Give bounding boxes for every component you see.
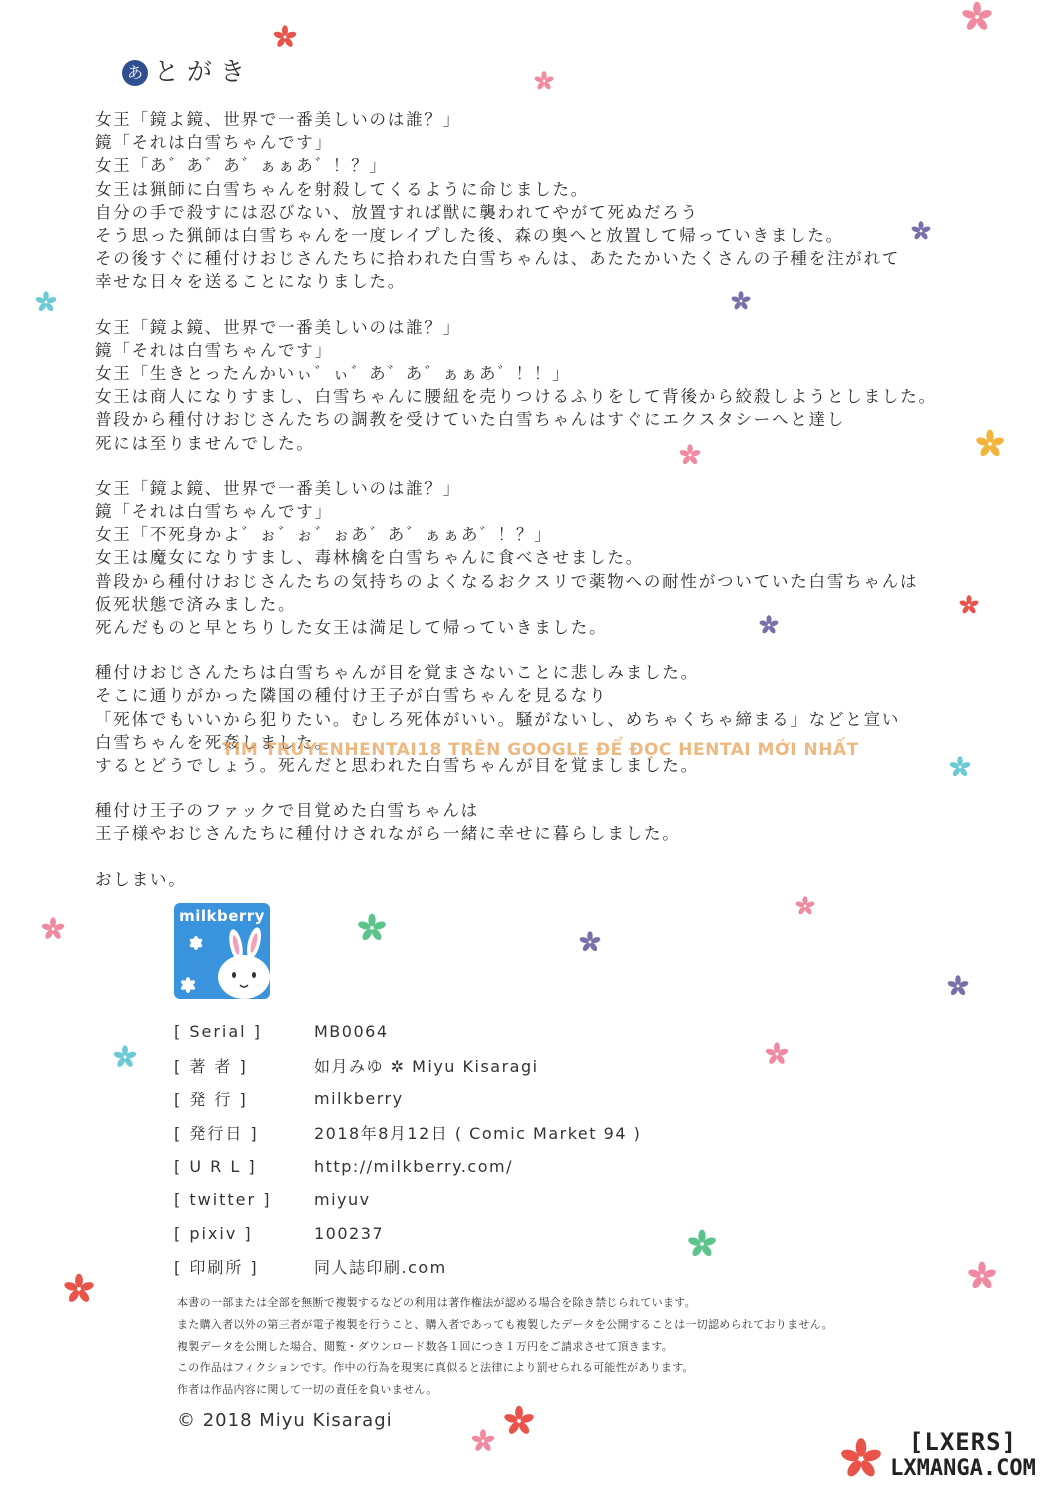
flower-icon <box>356 912 388 944</box>
info-label: [ U R L ] <box>174 1156 257 1176</box>
notice-line: 複製データを公開した場合、閲覧・ダウンロード数各１回につき１万円をご請求させて頂きます。 <box>177 1339 674 1353</box>
flower-icon <box>62 1272 96 1306</box>
text-line: おしまい。 <box>95 869 187 889</box>
flower-icon <box>838 1436 884 1482</box>
info-value: MB0064 <box>314 1022 389 1042</box>
info-value: 同人誌印刷.com <box>314 1258 447 1278</box>
text-line: 女王は猟師に白雪ちゃんを射殺してくるように命じました。 <box>95 179 590 199</box>
text-line: 王子様やおじさんたちに種付けされながら一緒に幸せに暮らしました。 <box>95 824 681 844</box>
text-line: そこに通りがかった隣国の種付け王子が白雪ちゃんを見るなり <box>95 686 608 706</box>
info-value: http://milkberry.com/ <box>314 1156 513 1176</box>
page-title <box>122 52 253 88</box>
info-value: 2018年8月12日 ( Comic Market 94 ) <box>314 1124 642 1144</box>
flower-icon <box>966 1260 998 1292</box>
notice-line: 本書の一部または全部を無断で複製するなどの利用は著作権法が認める場合を除き禁じられています。 <box>177 1296 696 1309</box>
paragraph <box>95 799 1035 845</box>
text-line: 女王「鏡よ鏡、世界で一番美しいのは誰？」 <box>95 317 461 337</box>
info-row <box>174 1049 641 1083</box>
info-row <box>174 1082 641 1116</box>
text-line: 普段から種付けおじさんたちの調教を受けていた白雪ちゃんはすぐにエクスタシーへと達し <box>95 410 846 430</box>
flower-icon <box>578 930 602 954</box>
info-row <box>174 1183 641 1217</box>
info-row <box>174 1250 641 1284</box>
flower-icon <box>502 1404 536 1438</box>
flower-icon <box>946 974 970 998</box>
text-line: 鏡「それは白雪ちゃんです」 <box>95 502 333 522</box>
title-rest: とがき <box>154 57 254 86</box>
story-text <box>95 108 1035 913</box>
text-line: 鏡「それは白雪ちゃんです」 <box>95 340 333 360</box>
text-line: 種付けおじさんたちは白雪ちゃんが目を覚まさないことに悲しみました。 <box>95 663 699 683</box>
flower-icon <box>34 290 58 314</box>
text-line: その後すぐに種付けおじさんたちに拾われた白雪ちゃんは、あたたかいたくさんの子種を注がれて <box>95 249 901 269</box>
info-value: miyuv <box>314 1190 371 1210</box>
text-line: 死んだものと早とちりした女王は満足して帰っていきました。 <box>95 618 608 638</box>
info-value: 如月みゆ ✲ Miyu Kisaragi <box>314 1056 539 1076</box>
watermark-text: TIM TRUYENHENTAI18 TRÊN GOOGLE ĐỂ ĐỌC HENTAI MỚI NHẤT <box>222 740 859 760</box>
text-line: するとどうでしょう。死んだと思われた白雪ちゃんが目を覚ましました。 <box>95 756 699 776</box>
info-label: [ 印刷所 ] <box>174 1258 259 1278</box>
info-value: 100237 <box>314 1223 385 1243</box>
text-line: 女王「鏡よ鏡、世界で一番美しいのは誰？」 <box>95 478 461 498</box>
notice-line: 作者は作品内容に関して一切の責任を負いません。 <box>177 1383 438 1397</box>
flower-icon <box>40 916 66 942</box>
info-value: milkberry <box>314 1089 404 1109</box>
info-row <box>174 1149 641 1183</box>
info-label: [ pixiv ] <box>174 1223 253 1243</box>
site-watermark-line1: [LXERS] <box>908 1428 1018 1456</box>
text-line: 「死体でもいいから犯りたい。むしろ死体がいい。騒がないし、めちゃくちゃ締まる」などと宣い <box>95 709 901 729</box>
site-watermark-line2: LXMANGA.COM <box>890 1456 1036 1481</box>
info-label: [ 発 行 ] <box>174 1090 248 1110</box>
text-line: 普段から種付けおじさんたちの気持ちのよくなるおクスリで薬物への耐性がついていた白雪ちゃんは <box>95 571 919 591</box>
text-line: 幸せな日々を送ることになりました。 <box>95 272 407 292</box>
text-line: 女王は商人になりすまし、白雪ちゃんに腰紐を売りつけるふりをして背後から絞殺しようとしました。 <box>95 387 937 407</box>
logo-text: milkberry <box>179 907 265 925</box>
text-line: 女王「鏡よ鏡、世界で一番美しいのは誰？」 <box>95 110 461 129</box>
notice-line: また購入者以外の第三者が電子複製を行うこと、購入者であっても複製したデータを公開することは一切認められておりません。 <box>177 1317 833 1331</box>
flower-icon <box>686 1228 718 1260</box>
site-watermark <box>880 1428 1046 1481</box>
text-line: 女王「不死身かよ゛ぉ゛ぉ゛ぉあ゛あ゛ぁぁあ゛！？」 <box>95 525 553 545</box>
flower-icon <box>960 0 994 34</box>
text-line: 女王「あ゛あ゛あ゛ぁぁあ゛！？」 <box>95 156 388 176</box>
flower-icon <box>470 1428 496 1454</box>
publication-info <box>174 1015 641 1284</box>
title-first-char: あ <box>122 60 148 86</box>
text-line: 女王「生きとったんかいぃ゛ぃ゛あ゛あ゛ぁぁあ゛！！」 <box>95 364 571 384</box>
text-line: 鏡「それは白雪ちゃんです」 <box>95 133 333 153</box>
info-row <box>174 1015 641 1049</box>
flower-icon <box>112 1044 138 1070</box>
text-line: 種付け王子のファックで目覚めた白雪ちゃんは <box>95 801 479 821</box>
info-label: [ 著 者 ] <box>174 1056 248 1076</box>
info-label: [ 発行日 ] <box>174 1124 259 1144</box>
paragraph <box>95 868 1035 891</box>
info-label: [ Serial ] <box>174 1022 262 1042</box>
paragraph <box>95 316 1035 455</box>
flower-icon <box>272 24 298 50</box>
legal-notice <box>177 1292 833 1401</box>
info-row <box>174 1217 641 1251</box>
text-line: 死には至りませんでした。 <box>95 433 315 453</box>
bunny-icon <box>174 923 270 999</box>
info-label: [ twitter ] <box>174 1190 272 1210</box>
milkberry-logo <box>174 903 270 999</box>
text-line: 仮死状態で済みました。 <box>95 594 297 614</box>
text-line: 女王は魔女になりすまし、毒林檎を白雪ちゃんに食べさせました。 <box>95 548 644 568</box>
text-line: そう思った猟師は白雪ちゃんを一度レイプした後、森の奥へと放置して帰っていきました。 <box>95 226 844 246</box>
text-line: 自分の手で殺すには忍びない、放置すれば獣に襲われてやがて死ぬだろう <box>95 202 699 222</box>
flower-icon <box>533 70 555 92</box>
info-row <box>174 1116 641 1150</box>
paragraph <box>95 108 1035 294</box>
notice-line: この作品はフィクションです。作中の行為を現実に真似ると法律により罰せられる可能性があります。 <box>177 1361 694 1375</box>
paragraph <box>95 477 1035 639</box>
copyright: © 2018 Miyu Kisaragi <box>177 1410 393 1431</box>
text-line: 白雪ちゃんを死姦しました。 <box>95 732 333 752</box>
flower-icon <box>764 1041 790 1067</box>
